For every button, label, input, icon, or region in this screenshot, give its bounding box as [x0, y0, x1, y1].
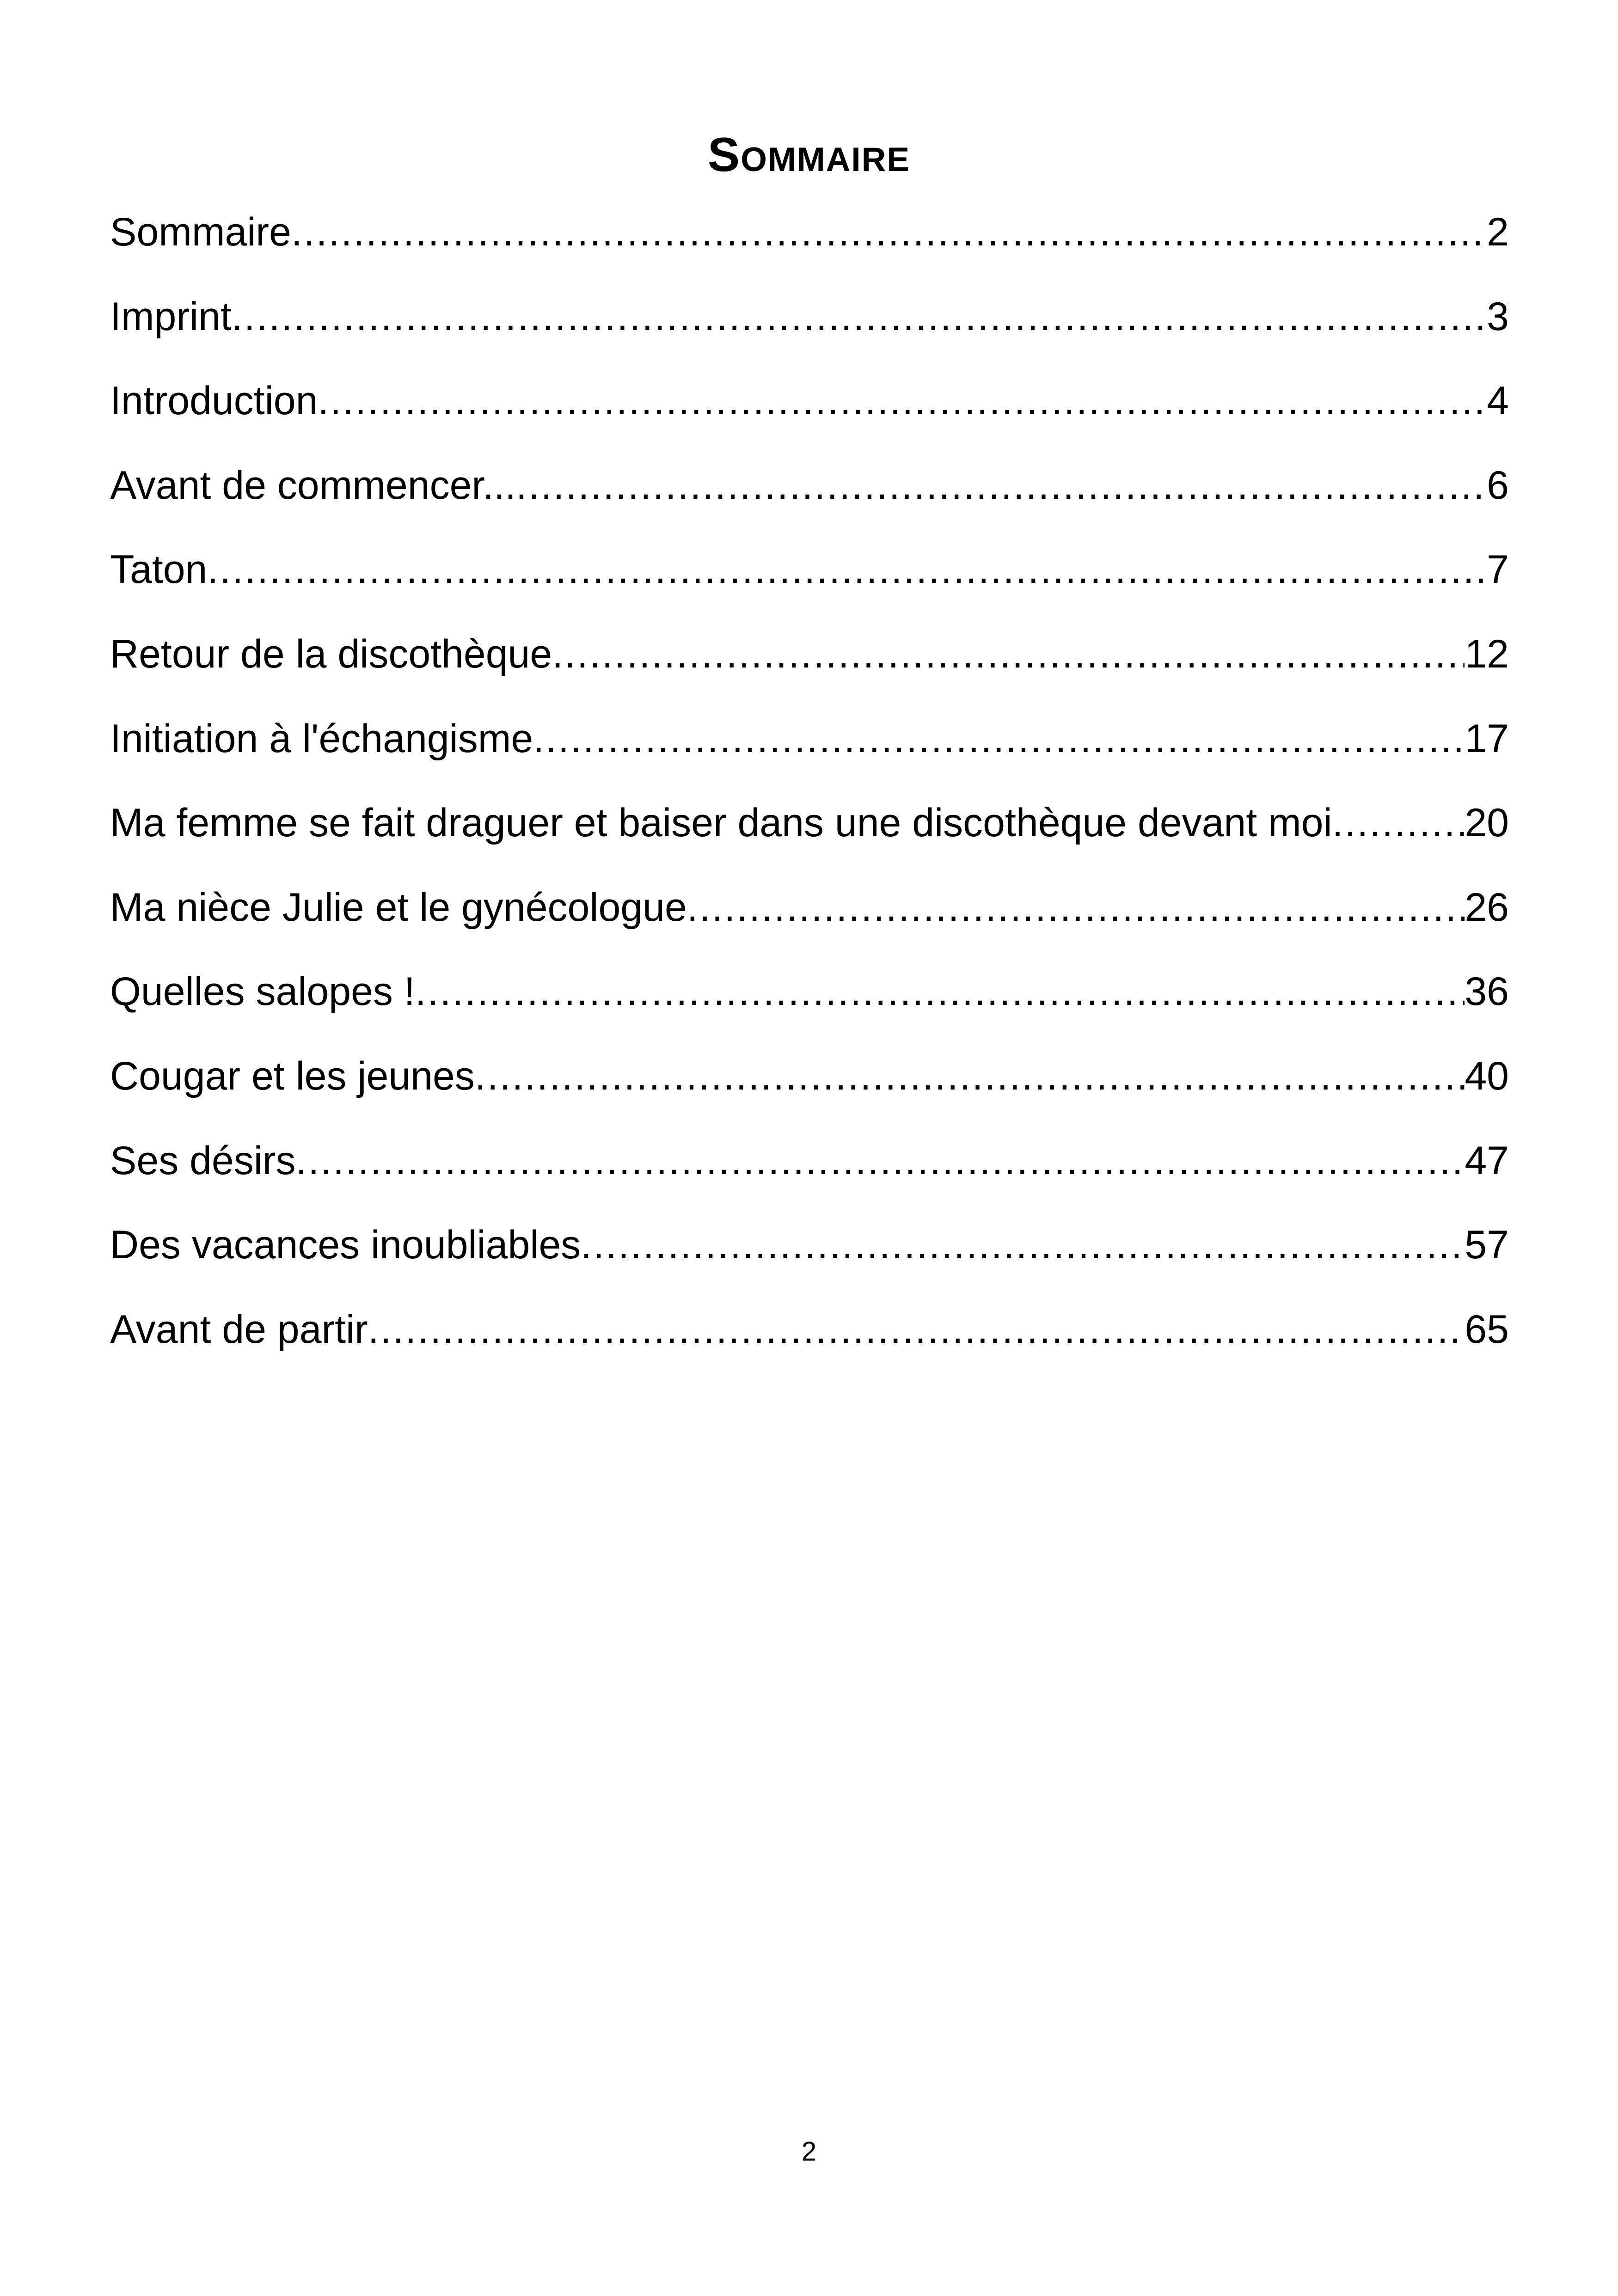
toc-entry-label: Quelles salopes ! — [110, 969, 415, 1014]
toc-entry — [110, 368, 1509, 453]
toc-dot-leader — [533, 706, 1465, 771]
toc-entry-label: Taton — [110, 547, 208, 592]
toc-entry-page: 6 — [1487, 463, 1509, 508]
toc-entry-page: 4 — [1487, 379, 1509, 423]
toc-dot-leader — [291, 200, 1487, 264]
toc-entry-page: 2 — [1487, 210, 1509, 254]
page-number: 2 — [801, 2137, 817, 2167]
toc-entry — [110, 537, 1509, 622]
toc-entry-page: 36 — [1465, 969, 1509, 1014]
toc-entry-page: 57 — [1465, 1223, 1509, 1267]
toc-entry — [110, 706, 1509, 791]
toc-dot-leader — [552, 622, 1465, 686]
table-of-contents — [110, 200, 1509, 1381]
toc-entry — [110, 959, 1509, 1044]
toc-entry-page: 20 — [1465, 801, 1509, 845]
toc-entry-label: Ses désirs — [110, 1138, 296, 1183]
toc-dot-leader — [207, 537, 1487, 602]
toc-entry-label: Avant de partir — [110, 1307, 368, 1352]
toc-dot-leader — [415, 959, 1465, 1024]
toc-entry-page: 40 — [1465, 1053, 1509, 1098]
toc-entry-label: Ma femme se fait draguer et baiser dans une discothèque devant moi — [110, 801, 1332, 845]
toc-entry — [110, 1044, 1509, 1128]
toc-dot-leader — [475, 1044, 1465, 1108]
toc-dot-leader — [1332, 790, 1465, 855]
toc-entry-page: 17 — [1465, 716, 1509, 761]
toc-entry-label: Introduction — [110, 379, 318, 423]
toc-entry-page: 12 — [1465, 631, 1509, 676]
toc-entry-label: Sommaire — [110, 210, 291, 254]
toc-dot-leader — [581, 1212, 1465, 1277]
toc-dot-leader — [296, 1128, 1465, 1193]
toc-dot-leader — [687, 875, 1465, 940]
toc-entry-label: Initiation à l'échangisme — [110, 716, 533, 761]
toc-dot-leader — [516, 453, 1487, 518]
toc-entry — [110, 1128, 1509, 1213]
toc-entry-label: Retour de la discothèque — [110, 631, 552, 676]
toc-entry-page: 3 — [1487, 294, 1509, 339]
toc-entry-label: Imprint — [110, 294, 232, 339]
toc-entry-label: Des vacances inoubliables — [110, 1223, 581, 1267]
toc-entry-page: 7 — [1487, 547, 1509, 592]
toc-entry-label: Cougar et les jeunes — [110, 1053, 475, 1098]
toc-entry — [110, 875, 1509, 960]
toc-entry-label: Avant de commencer... — [110, 463, 516, 508]
toc-entry — [110, 200, 1509, 284]
toc-entry — [110, 1297, 1509, 1382]
toc-entry-label: Ma nièce Julie et le gynécologue — [110, 885, 687, 930]
toc-dot-leader — [232, 284, 1487, 349]
toc-entry-page: 65 — [1465, 1307, 1509, 1352]
toc-entry-page: 26 — [1465, 885, 1509, 930]
toc-entry — [110, 1212, 1509, 1297]
toc-entry — [110, 453, 1509, 538]
toc-entry-page: 47 — [1465, 1138, 1509, 1183]
toc-entry — [110, 622, 1509, 706]
page-title: Sommaire — [707, 128, 911, 182]
toc-dot-leader — [318, 368, 1487, 433]
toc-entry — [110, 284, 1509, 369]
toc-entry — [110, 790, 1509, 875]
toc-dot-leader — [368, 1297, 1465, 1362]
